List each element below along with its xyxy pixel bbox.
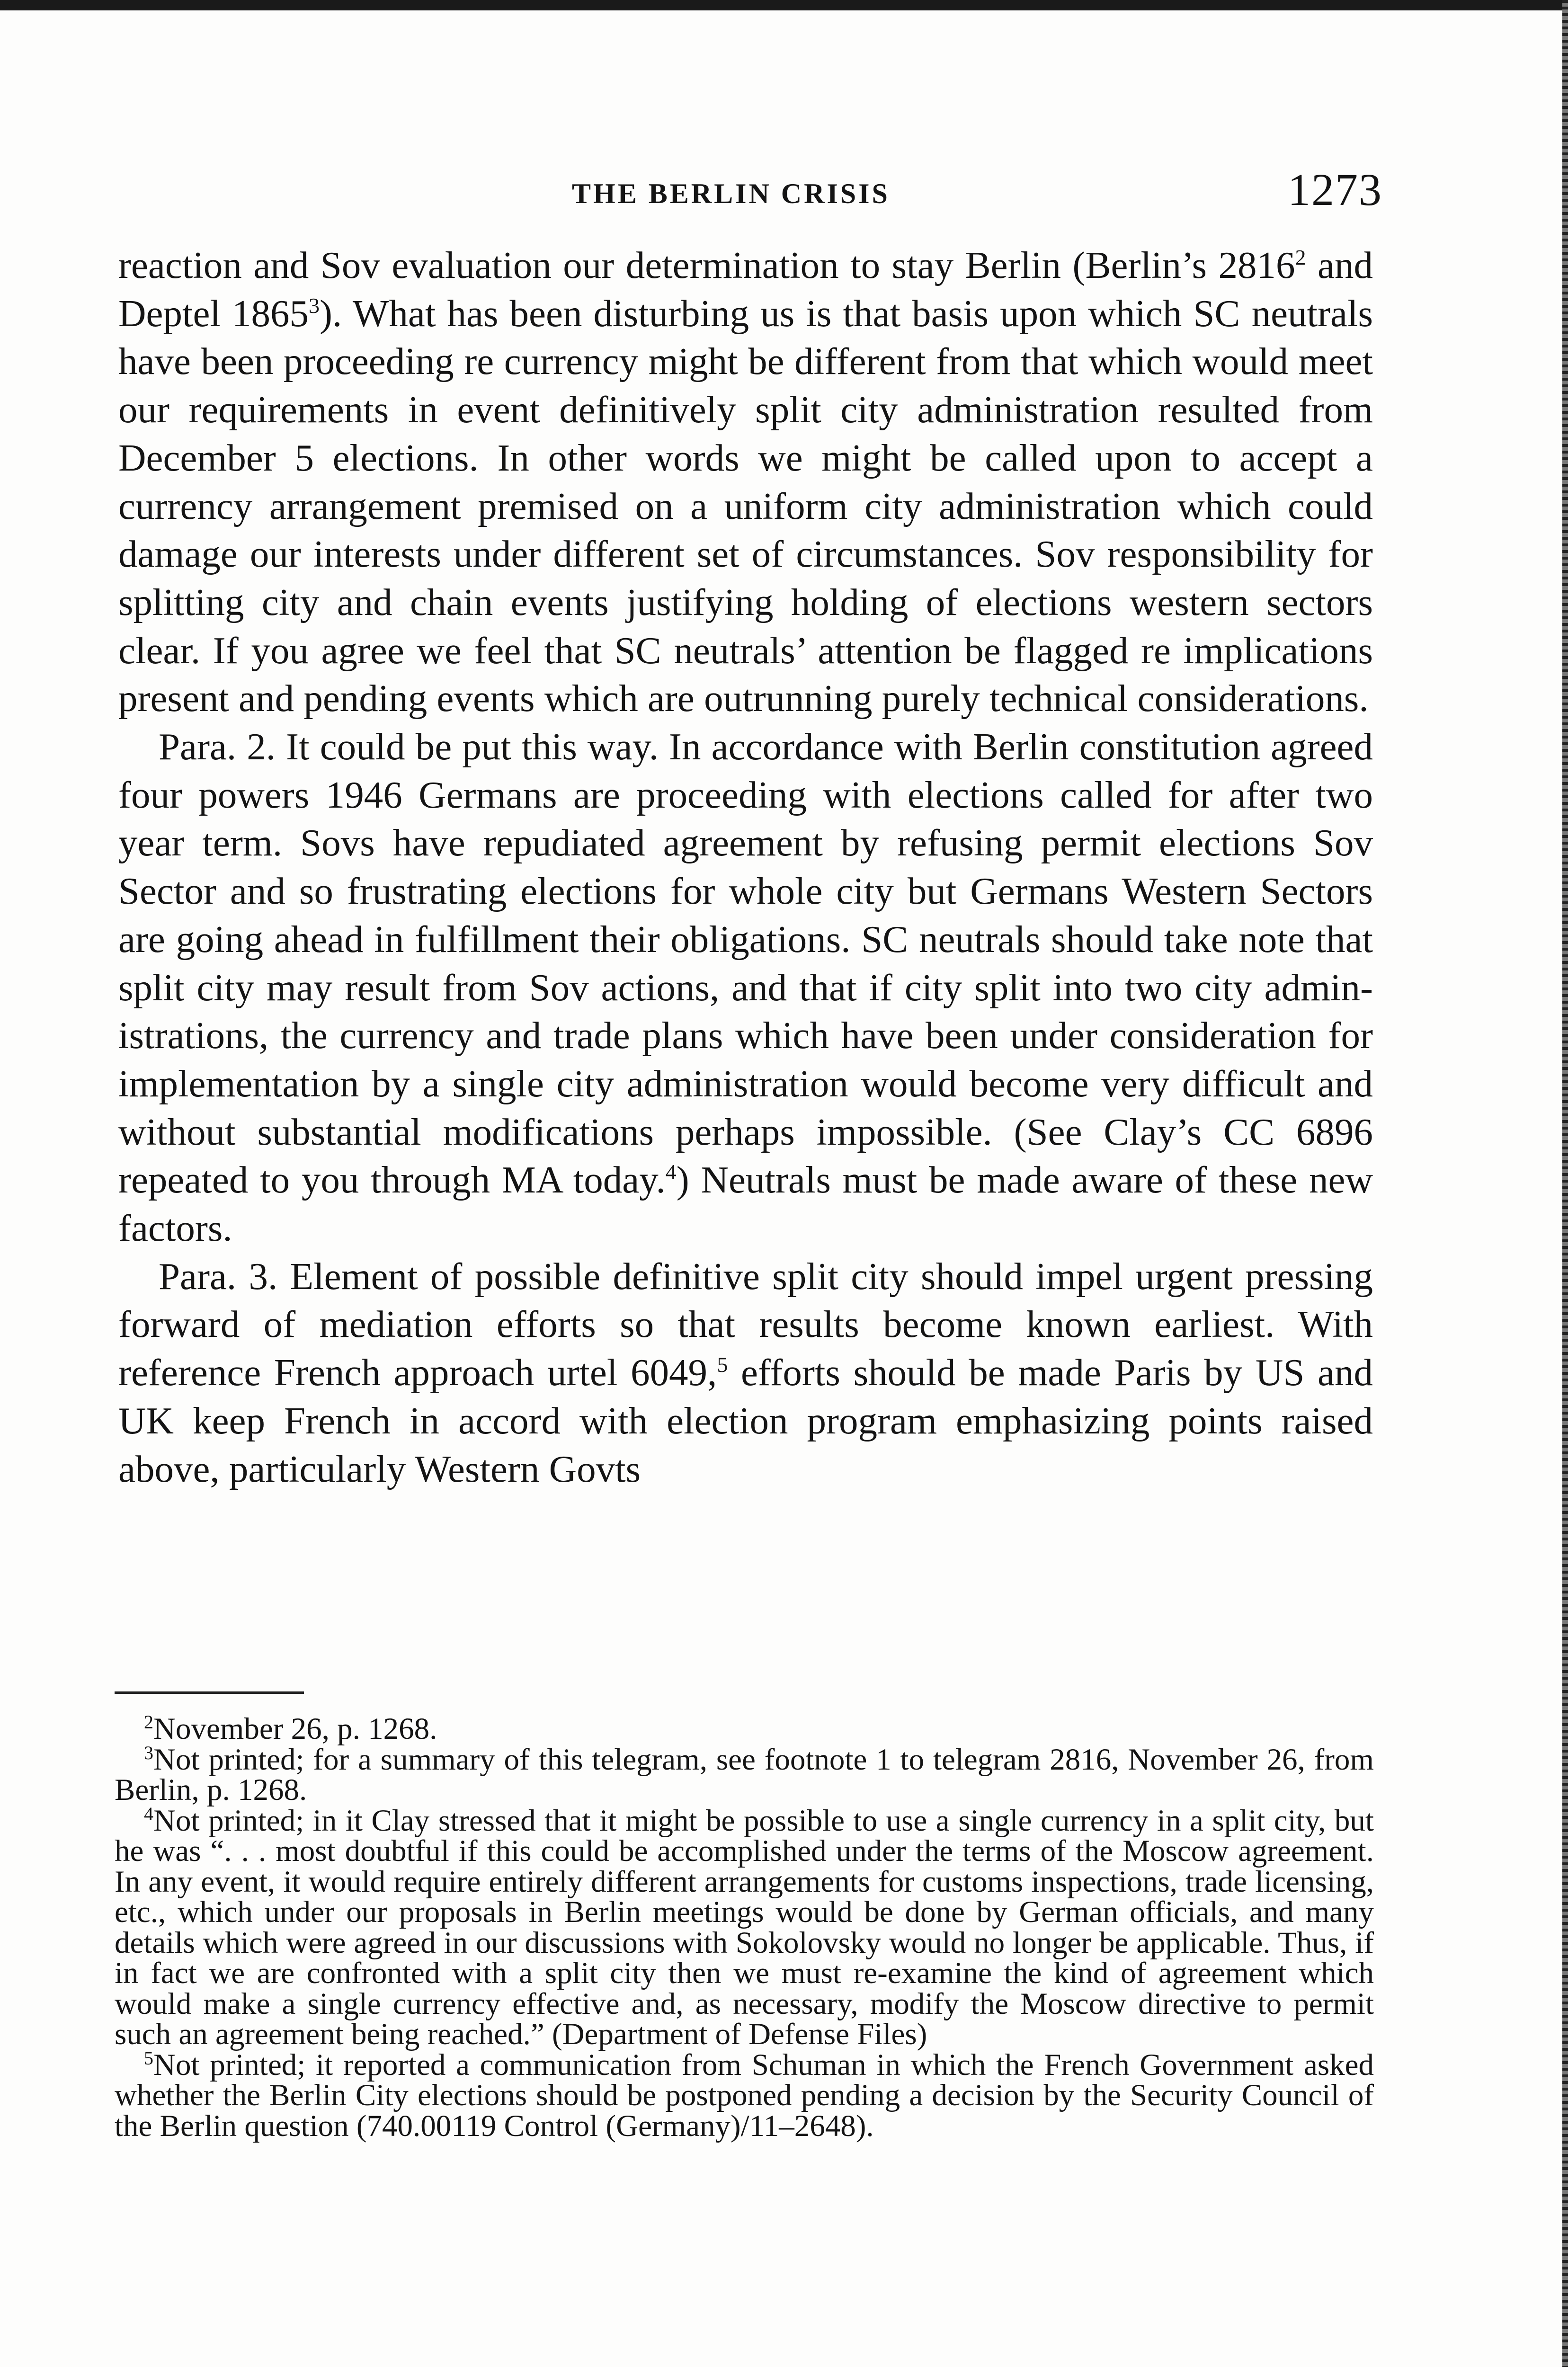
footnote-reference: 3 [309, 293, 320, 318]
footnote [115, 1803, 1374, 2051]
footnote-marker: 5 [144, 2047, 153, 2069]
body-text-run: efforts should be made Paris by US and UK keep French in accord with election program emphasizing points raised above, particularly Western Govts [118, 1351, 1373, 1490]
running-header [114, 163, 1382, 225]
body-text-run: reaction and Sov evaluation our determination to stay Berlin (Berlin’s 2816 [118, 244, 1295, 286]
footnote-marker: 4 [144, 1803, 153, 1824]
footnote [115, 1711, 1374, 1746]
scan-top-edge [0, 0, 1568, 10]
body-text-run: ) Neutrals must be made aware of these new factors. [118, 1158, 1373, 1250]
body-text-run: ). What has been disturbing us is that basis upon which SC neutrals have been proceeding re currency might be different from that which would meet our requirements in event definitively split city administration resulted from December 5 elections. In other words we might be called upon to accept a currency arrangement premised on a uniform city administration which could damage our interests under different set of circumstances. Sov responsibility for splitting city and chain events justifying holding of elections western sectors clear. If you agree we feel that SC neutrals’ attention be flagged re implications present and pending events which are outrunning purely technical considerations. [118, 292, 1373, 720]
body-paragraph-2 [118, 723, 1373, 1253]
footnote-reference: 5 [717, 1353, 728, 1377]
footnote-text: Not printed; in it Clay stressed that it might be possible to use a single currency in a split city, but he was “. . . most doubtful if this could be accomplished under the terms of the Moscow agreement. In any event, it would require entirely different arrangements for customs inspections, trade licensing, etc., which under our proposals in Berlin meetings would be done by German officials, and many details which were agreed in our discussions with Sokolovsky would no longer be applicable. Thus, if in fact we are confronted with a split city then we must re-examine the kind of agreement which would make a single currency effective and, as necessary, modify the Moscow directive to permit such an agreement being reached.” (Department of Defense Files) [115, 1803, 1374, 2051]
footnotes [115, 1711, 1374, 2143]
footnote [115, 2047, 1374, 2143]
running-title: THE BERLIN CRISIS [572, 178, 890, 209]
body-paragraph-1 [118, 241, 1373, 723]
body-text-run: Para. 2. It could be put this way. In accordance with Berlin constitution agreed four powers 1946 Germans are proceeding with elections called for after two year term. Sovs have repudiated agreement by refusing permit elections Sov Sector and so frustrating elections for whole city but Germans Western Sectors are going ahead in fulfillment their obligations. SC neutrals should take note that split city may result from Sov actions, and that if city split into two city administrations, the currency and trade plans which have been under consideration for implementation by a single city administration would become very difficult and without substantial modifications perhaps impossible. (See Clay’s CC 6896 repeated to you through MA today. [118, 725, 1373, 1201]
scan-right-edge [1562, 0, 1568, 2367]
footnote-divider [115, 1691, 304, 1694]
body-text-run: Para. 3. Element of possible definitive split city should impel urgent pressing forward of mediation efforts so that results become known earliest. With reference French approach urtel 6049, [118, 1255, 1373, 1394]
footnote-marker: 3 [144, 1742, 153, 1763]
body-text-run: and Deptel 1865 [118, 244, 1373, 335]
footnote-text: Not printed; for a summary of this telegram, see footnote 1 to telegram 2816, November 26, from Berlin, p. 1268. [115, 1742, 1374, 1807]
body-text [118, 241, 1373, 1493]
body-paragraph-3 [118, 1253, 1373, 1494]
footnote-reference: 2 [1295, 245, 1306, 269]
footnote-text: November 26, p. 1268. [153, 1712, 437, 1746]
footnote [115, 1744, 1374, 1806]
page-number: 1273 [1288, 164, 1382, 215]
footnote-reference: 4 [665, 1160, 677, 1184]
footnote-marker: 2 [144, 1711, 153, 1733]
footnote-text: Not printed; it reported a communication from Schuman in which the French Government asked whether the Berlin City elections should be postponed pending a decision by the Security Council of the Berlin question (740.00119 Control (Germany)/11–2648). [115, 2047, 1374, 2143]
